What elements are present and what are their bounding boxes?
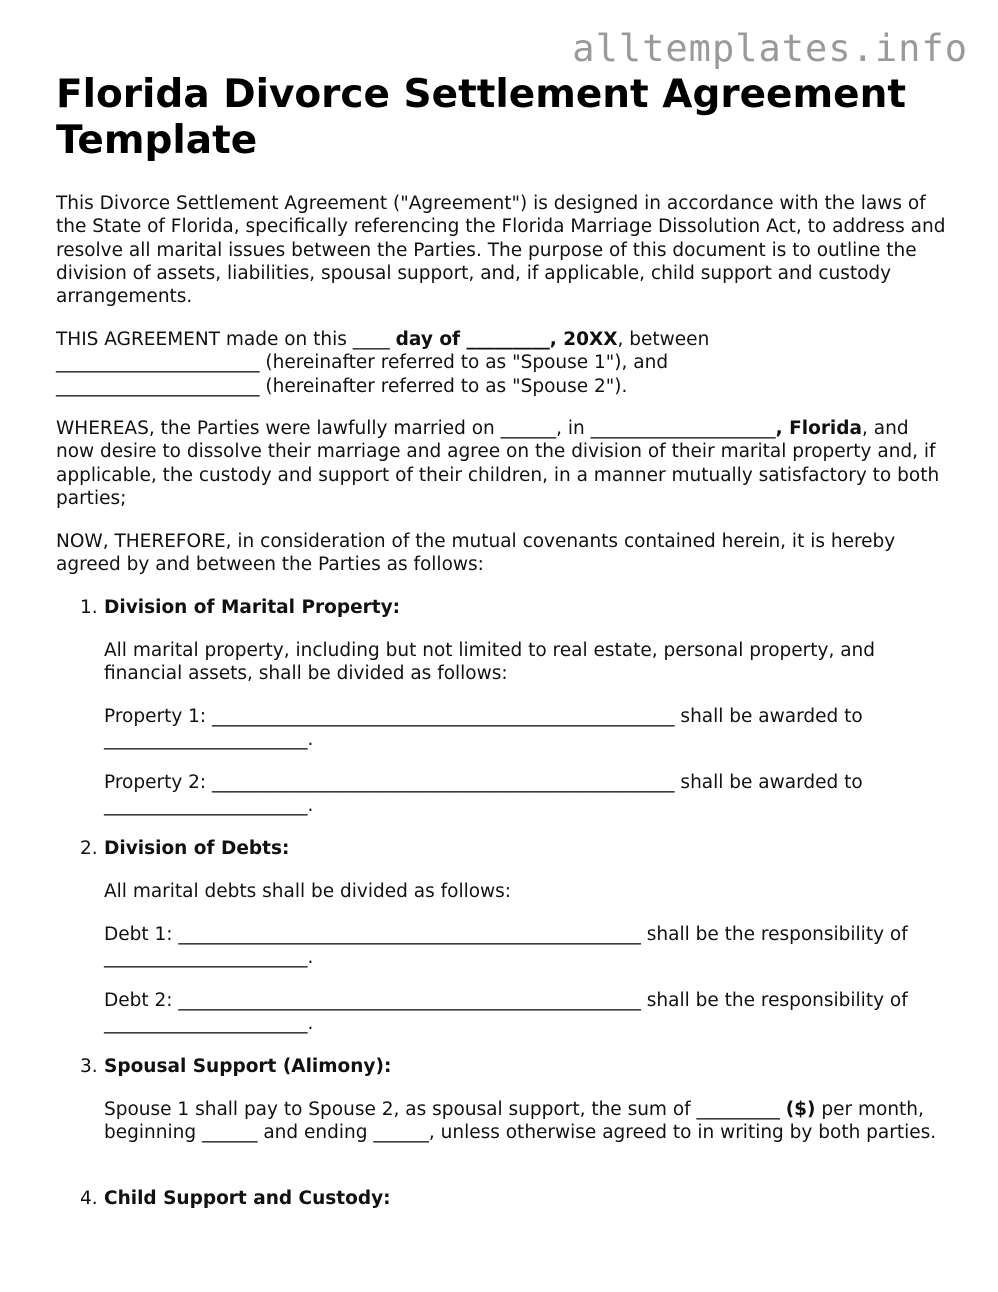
agreement-line-1 (56, 328, 946, 351)
section-heading: Division of Debts: (104, 838, 290, 859)
property-entry-2: Property 2: __________________________________________________ shall be awarded to ______________________. (104, 772, 863, 817)
whereas-paragraph (56, 417, 946, 510)
agreement-line-3: ______________________ (hereinafter referred to as "Spouse 2"). (56, 375, 628, 397)
whereas-florida: , Florida (775, 418, 863, 439)
now-therefore-paragraph: NOW, THEREFORE, in consideration of the mutual covenants contained herein, it is hereby agreed by and between the Parties as follows: (56, 531, 896, 576)
section-number: 1. (80, 597, 98, 618)
spousal-support-text: Spouse 1 shall pay to Spouse 2, as spousal support, the sum of _________ ($) per month, beginning ______ and ending ______, unless otherwise agreed to in writing by both parties. (104, 1099, 937, 1144)
debt-entry-1: Debt 1: __________________________________________________ shall be the responsibility of ______________________. (104, 924, 908, 969)
agreement-paragraph (56, 328, 946, 398)
agreement-between: , between (617, 329, 710, 350)
agreement-date-text: THIS AGREEMENT made on this ____ (56, 329, 396, 350)
document-title: Florida Divorce Settlement Agreement Template (56, 72, 907, 163)
section-heading: Division of Marital Property: (104, 597, 401, 618)
sections-list (56, 596, 946, 1236)
section-number: 4. (80, 1188, 98, 1209)
debt-entry-2: Debt 2: __________________________________________________ shall be the responsibility of ______________________. (104, 990, 908, 1035)
property-entry-1: Property 1: __________________________________________________ shall be awarded to ______________________. (104, 706, 863, 751)
agreement-line-2: ______________________ (hereinafter referred to as "Spouse 1"), and (56, 352, 669, 374)
section-heading: Spousal Support (Alimony): (104, 1056, 392, 1077)
section-text: All marital debts shall be divided as follows: (104, 881, 512, 902)
whereas-text: WHEREAS, the Parties were lawfully married on ______, in ____________________ (56, 418, 776, 439)
whereas-comma: , (862, 418, 868, 439)
intro-paragraph: This Divorce Settlement Agreement ("Agreement") is designed in accordance with the laws of the State of Florida, specifically referencing the Florida Marriage Dissolution Act, to address and resolve all marital issues between the Parties. The purpose of this document is to outline the division of assets, liabilities, spousal support, and, if applicable, child support and custody arrangements. (56, 193, 946, 308)
watermark: alltemplates.info (572, 27, 968, 70)
section-heading: Child Support and Custody: (104, 1188, 391, 1209)
agreement-date-bold: day of _________, 20XX (395, 329, 618, 350)
whereas-rest: and now desire to dissolve their marriage and agree on the division of their marital property and, if applicable, the custody and support of their children, in a manner mutually satisfactory to both parties; (56, 418, 940, 509)
section-number: 3. (80, 1056, 98, 1077)
section-text: All marital property, including but not limited to real estate, personal property, and financial assets, shall be divided as follows: (104, 640, 876, 685)
section-number: 2. (80, 838, 98, 859)
